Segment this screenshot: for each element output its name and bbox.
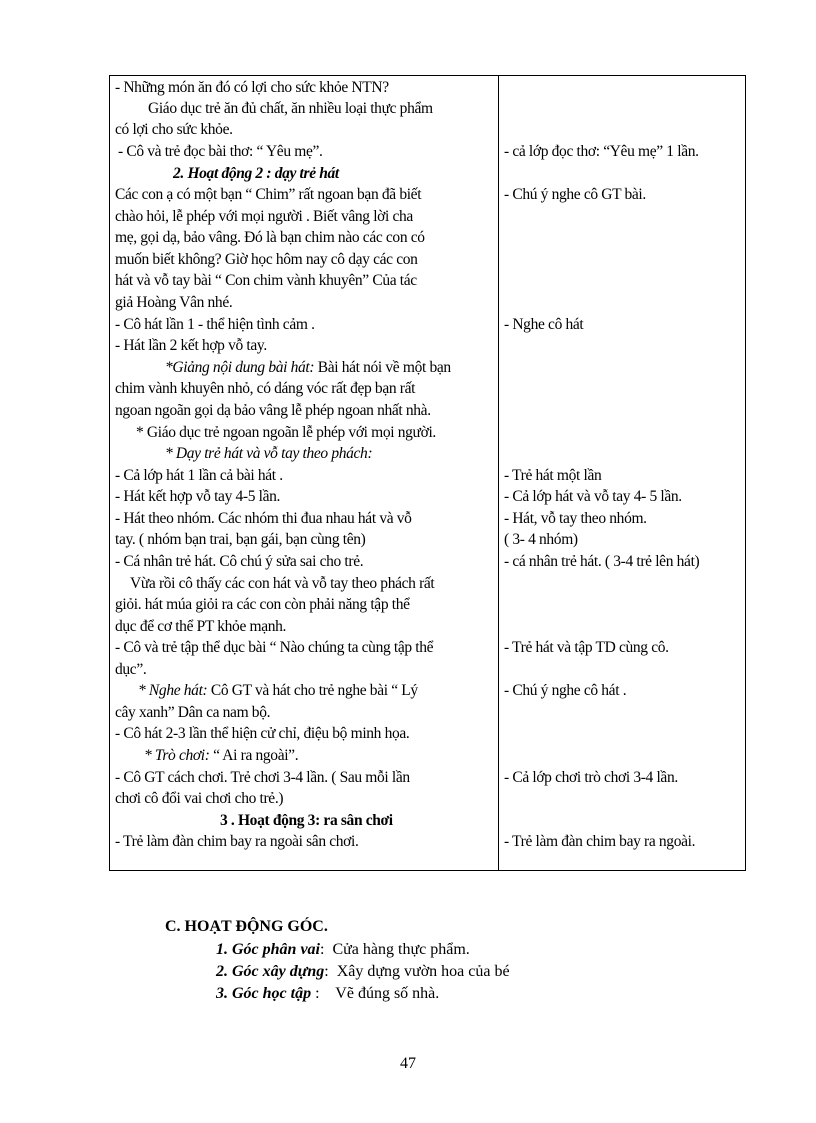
game-text: “ Ai ra ngoài”. [213,747,299,764]
corner-item [216,962,510,982]
left-line: cây xanh” Dân ca nam bộ. [115,704,271,721]
left-line: - Cô và trẻ đọc bài thơ: “ Yêu mẹ”. [118,143,323,160]
left-line: chim vành khuyên nhỏ, có dáng vóc rất đẹp bạn rất [115,380,416,397]
left-line: - Cô hát 2-3 lần thể hiện cử chỉ, điệu bộ minh họa. [115,725,410,742]
left-line: * Dạy trẻ hát và vỗ tay theo phách: [165,445,373,462]
left-line: giả Hoàng Vân nhé. [115,294,233,311]
corner-item-text: Xây dựng vườn hoa của bé [336,963,510,980]
corner-item-text: Vẽ đúng số nhà. [335,985,440,1002]
left-line: mẹ, gọi dạ, bảo vâng. Đó là bạn chim nào các con có [115,229,425,246]
right-line: - Nghe cô hát [504,316,584,333]
section-c-title: C. HOẠT ĐỘNG GÓC. [165,918,328,935]
left-line: giỏi. hát múa giỏi ra các con còn phải năng tập thể [115,596,410,613]
lyrics-label: *Giảng nội dung bài hát: [165,359,315,376]
right-line: - cả lớp đọc thơ: “Yêu mẹ” 1 lần. [504,143,699,160]
game-label: * Trò chơi: [144,747,210,764]
activity-2-heading: 2. Hoạt động 2 : dạy trẻ hát [173,165,339,182]
activity-3-heading: 3 . Hoạt động 3: ra sân chơi [220,812,393,829]
left-line: - Hát lần 2 kết hợp vỗ tay. [115,337,267,354]
right-line: - Trẻ hát một lần [504,467,602,484]
corner-item-label: 3. Góc học tập [216,985,312,1002]
activity-table [109,75,746,871]
column-divider [498,76,499,870]
left-line: có lợi cho sức khỏe. [115,121,233,138]
page-number: 47 [400,1055,416,1072]
left-line: - Cả lớp hát 1 lần cả bài hát . [115,467,283,484]
corner-item-sep: : [320,941,325,958]
left-line: dục”. [115,661,147,678]
corner-item-text: Cửa hàng thực phẩm. [332,941,470,958]
right-line: - Chú ý nghe cô GT bài. [504,186,646,203]
left-line: Các con ạ có một bạn “ Chim” rất ngoan bạn đã biết [115,186,422,203]
left-line: muốn biết không? Giờ học hôm nay cô dạy các con [115,251,418,268]
corner-item [216,984,439,1004]
left-line: hát và vỗ tay bài “ Con chim vành khuyên” Của tác [115,272,417,289]
left-line: - Những món ăn đó có lợi cho sức khỏe NTN? [115,79,389,96]
right-line: - Cả lớp chơi trò chơi 3-4 lần. [504,769,678,786]
right-line: - Chú ý nghe cô hát . [504,682,627,699]
left-line: Vừa rồi cô thấy các con hát và vỗ tay theo phách rất [130,575,435,592]
listening-text: Cô GT và hát cho trẻ nghe bài “ Lý [210,682,418,699]
right-line: - Trẻ làm đàn chim bay ra ngoài. [504,833,696,850]
left-line: chơi cô đổi vai chơi cho trẻ.) [115,790,284,807]
left-line: - Trẻ làm đàn chim bay ra ngoài sân chơi. [115,833,359,850]
left-line: * Giáo dục trẻ ngoan ngoãn lễ phép với mọi người. [136,424,436,441]
left-line: chào hỏi, lễ phép với mọi người . Biết vâng lời cha [115,208,413,225]
right-line: ( 3- 4 nhóm) [504,531,578,548]
right-line: - Trẻ hát và tập TD cùng cô. [504,639,669,656]
right-line: - Hát, vỗ tay theo nhóm. [504,510,647,527]
right-line: - cá nhân trẻ hát. ( 3-4 trẻ lên hát) [504,553,700,570]
left-line: - Hát theo nhóm. Các nhóm thi đua nhau hát và vỗ [115,510,412,527]
lyrics-text: Bài hát nói về một bạn [317,359,451,376]
left-line: tay. ( nhóm bạn trai, bạn gái, bạn cùng tên) [115,531,366,548]
corner-item-sep: : [315,985,320,1002]
right-line: - Cả lớp hát và vỗ tay 4- 5 lần. [504,488,682,505]
left-line: - Cô GT cách chơi. Trẻ chơi 3-4 lần. ( Sau mỗi lần [115,769,410,786]
left-line: - Cô hát lần 1 - thể hiện tình cảm . [115,316,315,333]
left-line [138,681,418,701]
left-line: ngoan ngoãn gọi dạ bảo vâng lễ phép ngoan nhất nhà. [115,402,431,419]
left-line: Giáo dục trẻ ăn đủ chất, ăn nhiều loại thực phẩm [148,100,433,117]
listening-label: * Nghe hát: [138,682,208,699]
left-line [165,358,451,378]
corner-item-label: 1. Góc phân vai [216,941,320,958]
corner-item-label: 2. Góc xây dựng [216,963,325,980]
left-line [144,746,298,766]
left-line: - Cá nhân trẻ hát. Cô chú ý sửa sai cho trẻ. [115,553,364,570]
corner-item-sep: : [324,963,329,980]
corner-item [216,940,470,960]
left-line: dục để cơ thể PT khỏe mạnh. [115,618,287,635]
left-line: - Cô và trẻ tập thể dục bài “ Nào chúng ta cùng tập thể [115,639,434,656]
left-line: - Hát kết hợp vỗ tay 4-5 lần. [115,488,281,505]
